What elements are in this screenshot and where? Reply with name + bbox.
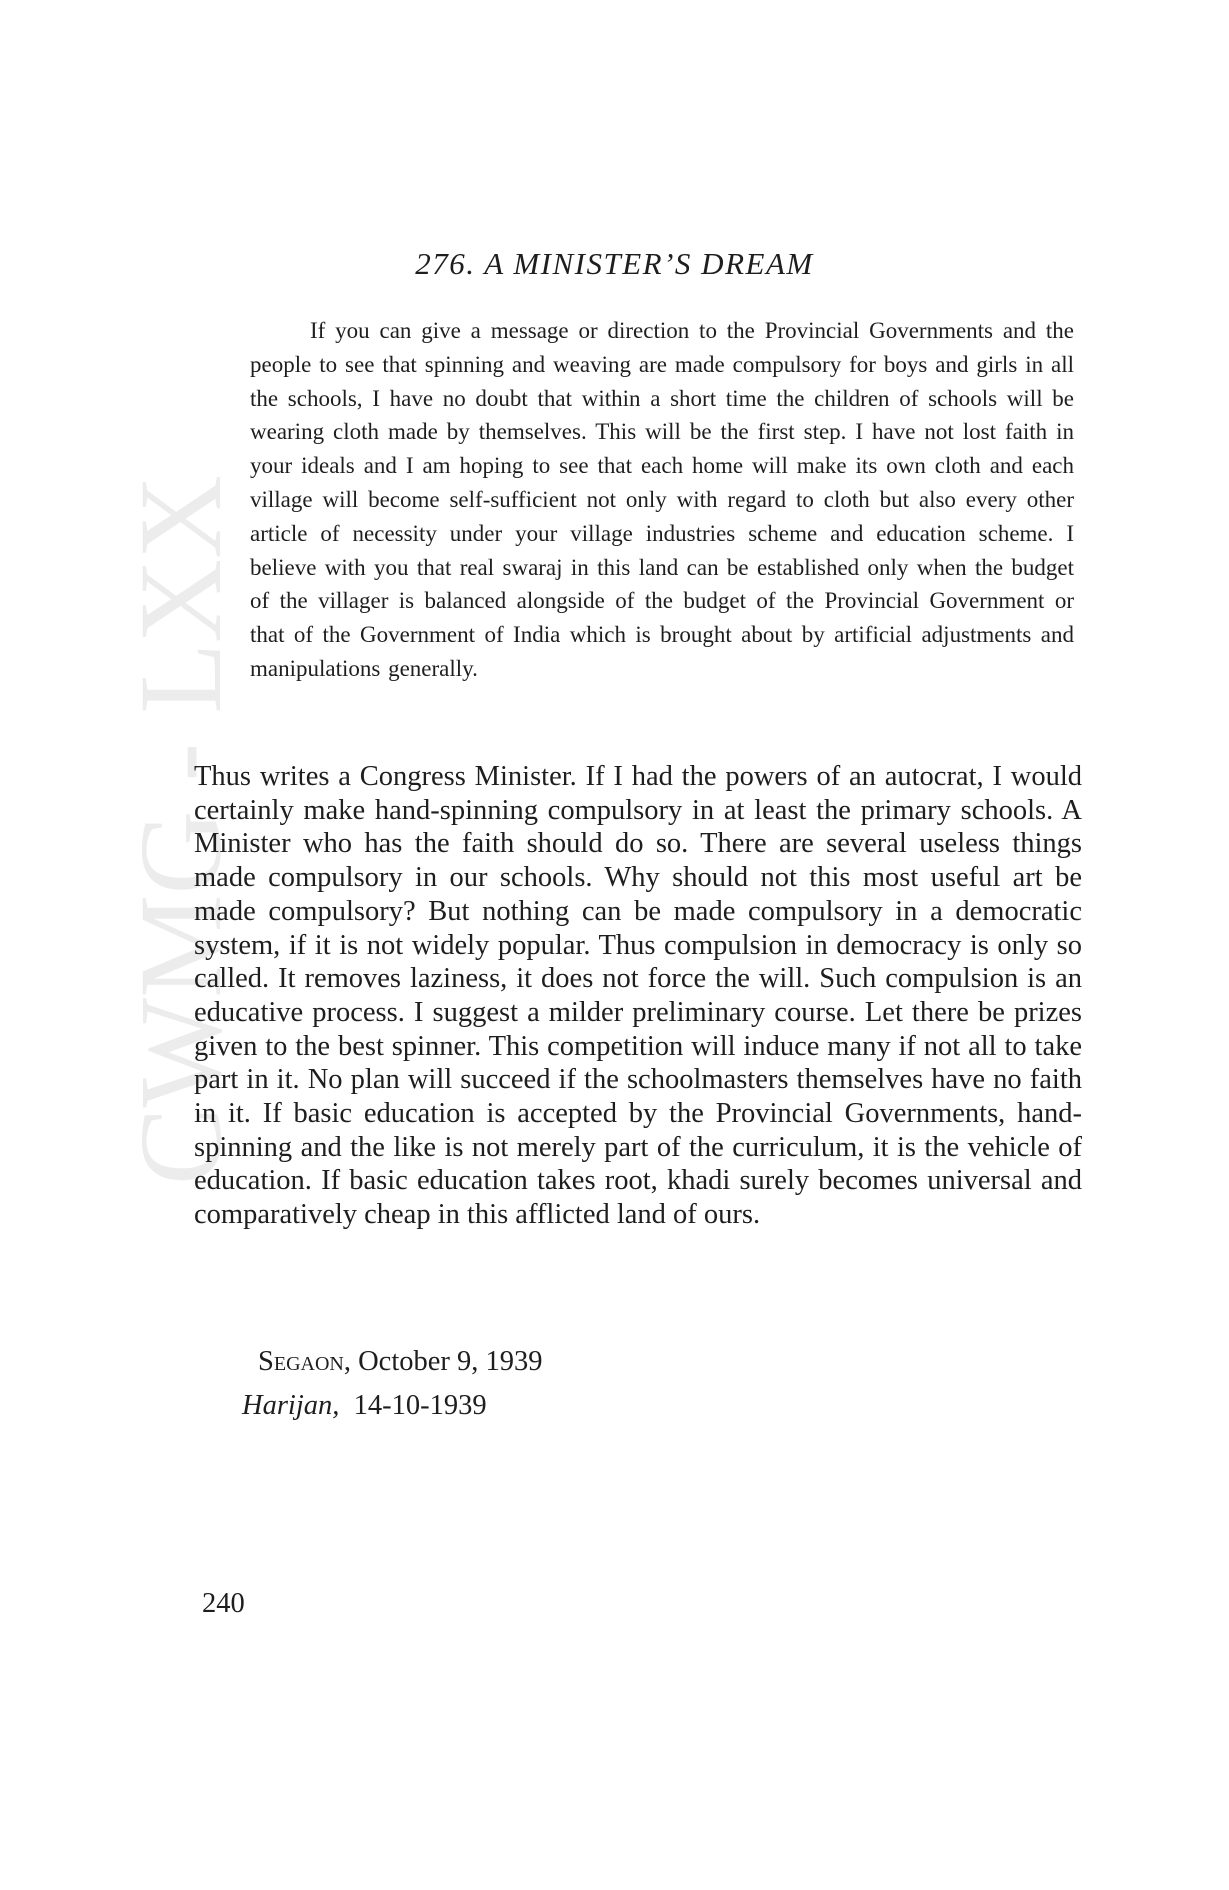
- source-citation: [242, 1390, 487, 1422]
- page-number: 240: [202, 1588, 245, 1619]
- watermark-text: CWMG - LXX: [115, 463, 246, 1185]
- quoted-letter: If you can give a message or direction to the Provincial Governments and the people to see that spinning and weaving are made compulsory for boys and girls in all the schools, I have no doubt that within a short time the children of schools will be wearing cloth made by themselves. This will be the first step. I have not lost faith in your ideals and I am hoping to see that each home will make its own cloth and each village will become self-sufficient not only with regard to cloth but also every other article of necessity under your village industries scheme and education scheme. I believe with you that real swaraj in this land can be established only when the budget of the villager is balanced alongside of the budget of the Provincial Government or that of the Government of India which is brought about by artificial adjustments and manipulations generally.: [250, 318, 1074, 681]
- publication-name: Harijan,: [242, 1390, 340, 1421]
- date-text: , October 9, 1939: [343, 1346, 543, 1377]
- publication-date: 14-10-1939: [353, 1390, 487, 1421]
- place-date-line: [258, 1346, 543, 1378]
- body-paragraph: Thus writes a Congress Minister. If I had the powers of an autocrat, I would certainly make hand-spinning compulsory in at least the primary schools. A Minister who has the faith should do so. There are several useless things made compulsory in our schools. Why should not this most useful art be made compulsory? But nothing can be made compulsory in a democratic system, if it is not widely popular. Thus compulsion in democracy is only so called. It removes laziness, it does not force the will. Such compulsion is an educative process. I suggest a milder preliminary course. Let there be prizes given to the best spinner. This competition will induce many if not all to take part in it. No plan will succeed if the schoolmasters themselves have no faith in it. If basic education is accepted by the Provincial Governments, hand-spinning and the like is not merely part of the curriculum, it is the vehicle of education. If basic education takes root, khadi surely becomes universal and comparatively cheap in this afflicted land of ours.: [194, 761, 1082, 1231]
- article-title: 276. A MINISTER’S DREAM: [415, 246, 814, 281]
- place-name: Segaon: [258, 1346, 344, 1377]
